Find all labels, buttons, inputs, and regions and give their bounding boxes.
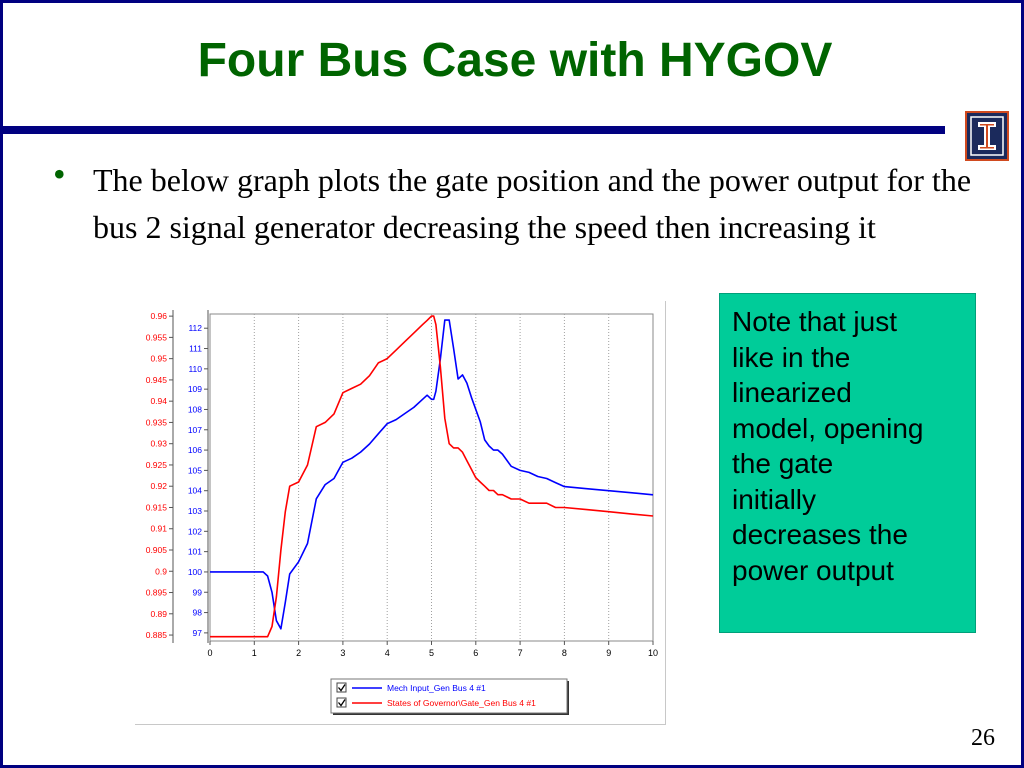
bullet-icon: • [53,154,66,194]
outer-y-tick-label: 0.935 [145,417,167,428]
outer-y-tick-label: 0.89 [150,608,167,619]
outer-y-tick-label: 0.925 [145,459,167,470]
chart-panel [135,301,666,725]
outer-y-tick-label: 0.895 [145,587,167,598]
note-line: like in the [732,341,851,373]
x-tick-label: 5 [428,648,435,658]
note-line: power output [732,554,894,586]
note-line: the gate [732,448,834,479]
outer-y-tick-label: 0.945 [145,374,167,385]
inner-y-tick-label: 110 [188,363,202,374]
inner-y-tick-label: 108 [187,404,202,415]
line-chart [135,301,665,724]
inner-y-tick-label: 99 [192,587,202,598]
legend-label: Mech Input_Gen Bus 4 #1 [387,683,486,693]
inner-y-tick-label: 104 [187,485,202,496]
outer-y-tick-label: 0.885 [145,630,167,641]
university-logo [965,111,1009,161]
outer-y-tick-label: 0.9 [155,566,167,577]
inner-y-tick-label: 112 [188,323,202,334]
x-tick-label: 3 [340,648,346,658]
inner-y-tick-label: 107 [187,424,202,435]
note-line: linearized [732,377,852,408]
inner-y-tick-label: 102 [187,526,202,537]
outer-y-tick-label: 0.95 [150,353,167,364]
outer-y-tick-label: 0.92 [150,481,167,492]
outer-y-tick-label: 0.93 [150,438,167,449]
outer-y-tick-label: 0.91 [150,523,167,534]
note-box [719,293,976,633]
outer-y-tick-label: 0.96 [150,311,167,322]
note-line: decreases the [732,519,908,550]
x-tick-label: 4 [384,648,390,658]
page-number: 26 [971,725,995,751]
legend-label: States of Governor\Gate_Gen Bus 4 #1 [387,698,536,708]
x-tick-label: 1 [251,648,257,658]
x-tick-label: 9 [606,648,612,658]
note-line: initially [732,483,817,515]
inner-y-tick-label: 98 [192,607,202,618]
outer-y-tick-label: 0.955 [145,332,167,343]
x-tick-label: 2 [296,648,302,658]
inner-y-tick-label: 106 [187,445,202,456]
slide-title: Four Bus Case with HYGOV [197,34,833,87]
inner-y-tick-label: 97 [192,627,202,638]
note-line: model, opening [732,412,924,444]
inner-y-tick-label: 100 [187,566,202,577]
title-divider [3,126,945,134]
outer-y-tick-label: 0.915 [145,502,167,513]
x-tick-label: 8 [561,648,567,658]
inner-y-tick-label: 109 [187,384,202,395]
outer-y-tick-label: 0.905 [145,545,167,556]
outer-y-tick-label: 0.94 [150,396,167,407]
inner-y-tick-label: 101 [187,546,202,557]
x-tick-label: 10 [647,648,659,658]
illinois-i-icon [967,113,1007,159]
x-tick-label: 0 [207,648,213,658]
inner-y-tick-label: 111 [189,343,202,354]
inner-y-tick-label: 105 [187,465,202,476]
inner-y-tick-label: 103 [187,506,202,517]
x-tick-label: 6 [473,648,479,658]
bullet-text: The below graph plots the gate position and the power output for the bus 2 signal generator decreasing the speed then increasing it [93,162,972,245]
x-tick-label: 7 [517,648,523,658]
note-line: Note that just [732,306,897,337]
